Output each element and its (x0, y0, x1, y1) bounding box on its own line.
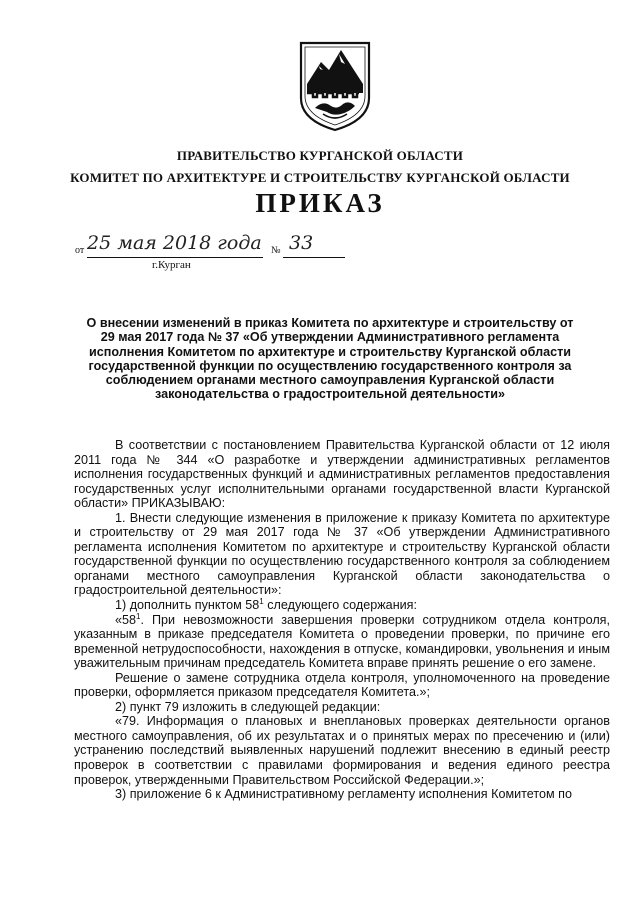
body-paragraph: 1. Внести следующие изменения в приложение к приказу Комитета по архитектуре и строительству от 29 мая 2017 года № 37 «Об утверждении Административного регламента исполнения Комитетом по архитектуре и строительству Курганской области государственной функции по осуществлению государственного контроля за соблюдением органами местного самоуправления Курганской области законодательства о градостроительной деятельности»: (74, 510, 610, 598)
date-number-line (75, 232, 355, 260)
handwritten-number: 33 (289, 232, 314, 254)
organization-line-2: КОМИТЕТ ПО АРХИТЕКТУРЕ И СТРОИТЕЛЬСТВУ КУРГАНСКОЙ ОБЛАСТИ (70, 170, 570, 185)
number-underline (283, 257, 345, 258)
body-paragraph: 2) пункт 79 изложить в следующей редакции: (115, 699, 381, 714)
body-paragraph: «$58^1$. При невозможности завершения проверки сотрудником отдела контроля, указанным в приказе председателя Комитета о проведении проверки, по причине его временной нетрудоспособности, нахождения в отпуске, командировки, увольнения и иным уважительным причинам председатель Комитета вправе принять решение о его замене. (74, 611, 610, 671)
date-from-label: от (75, 245, 85, 256)
body-paragraph: 1) дополнить пунктом $58^1$ следующего содержания: (115, 596, 417, 613)
document-body (74, 438, 610, 802)
city-label: г.Курган (152, 259, 191, 271)
document-subject: О внесении изменений в приказ Комитета по архитектуре и строительству от 29 мая 2017 года № 37 «Об утверждении Административного регламента исполнения Комитетом по архитектуре и строительству Курганской области государственной функции по осуществлению государственного контроля за соблюдением органами местного самоуправления Курганской области законодательства о градостроительной деятельности» (86, 316, 574, 402)
handwritten-date: 25 мая 2018 года (87, 232, 262, 254)
date-underline (87, 257, 263, 258)
organization-line-1: ПРАВИТЕЛЬСТВО КУРГАНСКОЙ ОБЛАСТИ (176, 148, 464, 163)
body-paragraph: «79. Информация о плановых и внеплановых проверках деятельности органов местного самоуправления, об их результатах и о принятых мерах по пресечению и (или) устранению последствий выявленных нарушений подлежит внесению в единый реестр проверок в соответствии с правилами формирования и ведения единого реестра проверок, утвержденными Правительством Российской Федерации.»; (74, 714, 610, 787)
body-paragraph: Решение о замене сотрудника отдела контроля, уполномоченного на проведение проверки, оформляется приказом председателя Комитета.»; (74, 670, 610, 700)
document-type-title: ПРИКАЗ (255, 188, 385, 218)
body-paragraph: 3) приложение 6 к Административному регламенту исполнения Комитетом по (115, 787, 572, 802)
coat-of-arms-emblem (297, 40, 373, 132)
number-label: № (271, 245, 281, 256)
body-paragraph: В соответствии с постановлением Правительства Курганской области от 12 июля 2011 года № 344 «О разработке и утверждении административных регламентов исполнения государственных функций и административных регламентов предоставления государственных услуг исполнительными органами государственной власти Курганской области» ПРИКАЗЫВАЮ: (74, 438, 610, 511)
